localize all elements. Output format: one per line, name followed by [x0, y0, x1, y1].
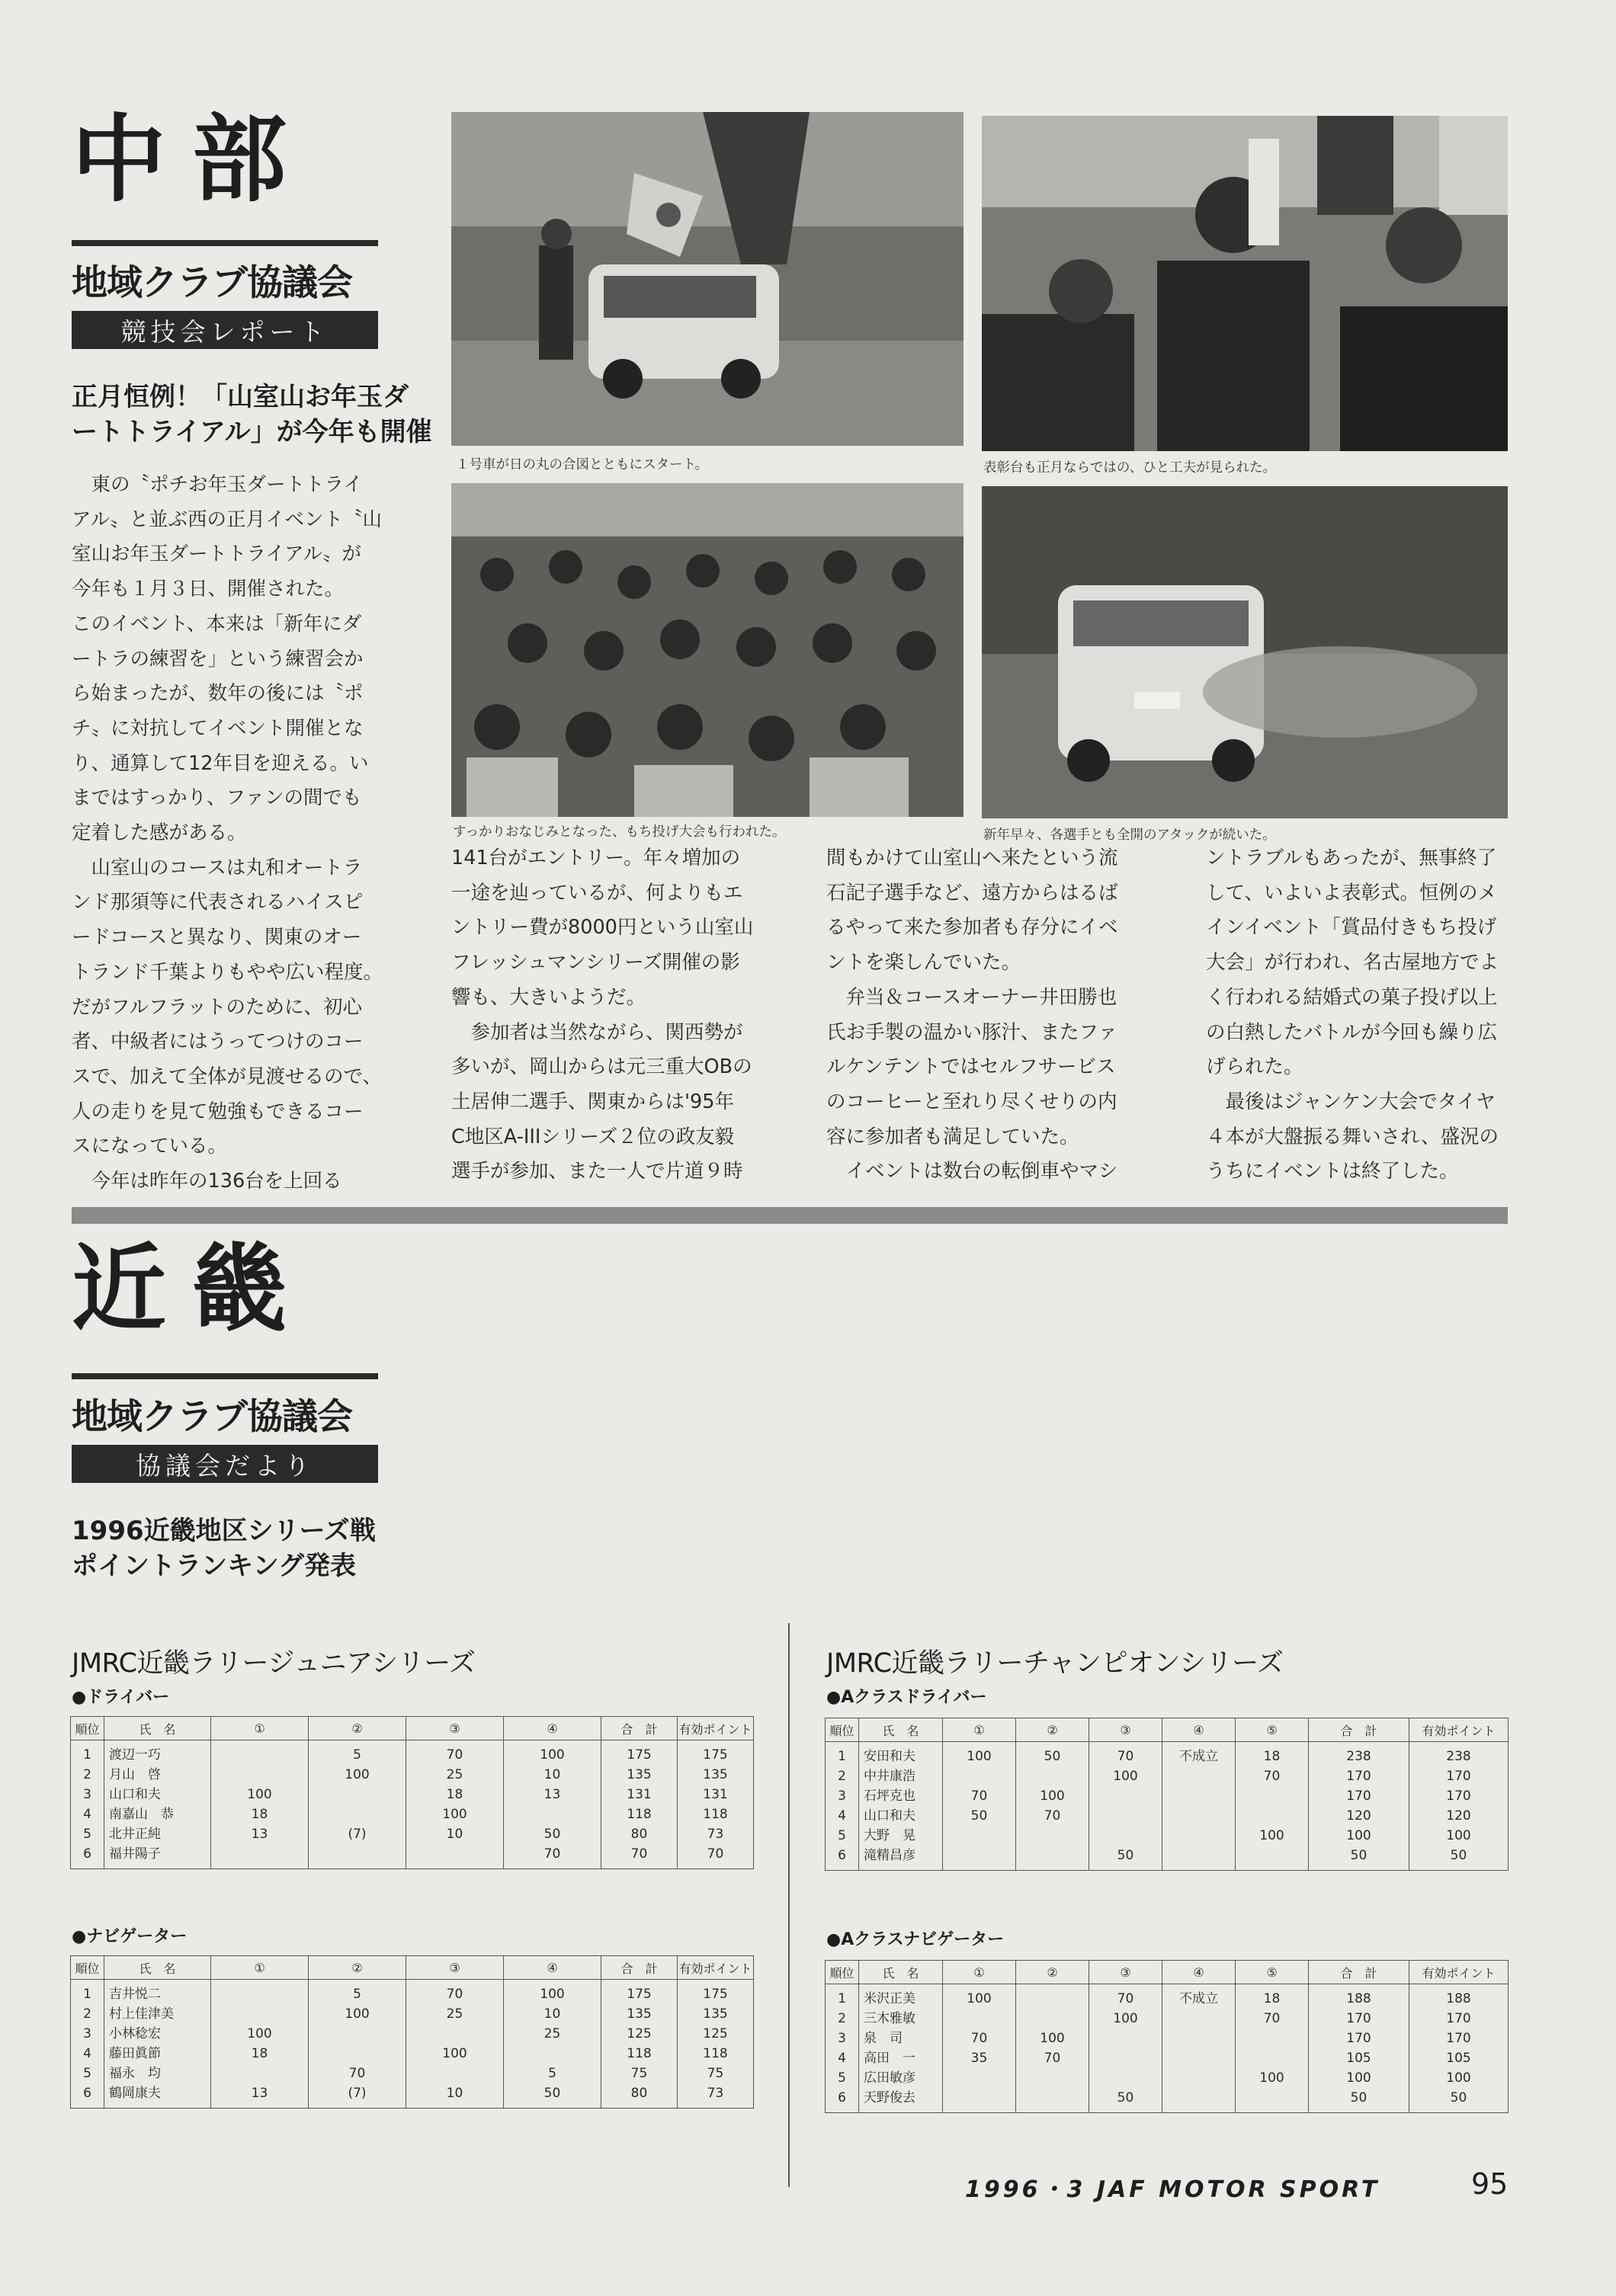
champion-driver-label: ●Aクラスドライバー: [826, 1688, 987, 1707]
col-round-4: ④: [1162, 1718, 1236, 1742]
round-4-cells: 不成立: [1162, 1984, 1236, 2113]
total-cells: 238 170 170 120 100 50: [1309, 1742, 1409, 1871]
col-rank: 順位: [826, 1961, 859, 1984]
valid-point-cells: 188 170 170 105 100 50: [1409, 1984, 1509, 2113]
col-total: 合 計: [1309, 1718, 1409, 1742]
round-1-cells: 100 70 50: [943, 1742, 1016, 1871]
junior-navi-label: ●ナビゲーター: [72, 1927, 188, 1946]
col-valid-points: 有効ポイント: [1409, 1961, 1509, 1984]
round-3-cells: 70 100 50: [1089, 1742, 1162, 1871]
table-body-row: [71, 1980, 754, 2109]
rank-cells: 1 2 3 4 5 6: [826, 1984, 859, 2113]
round-5-cells: 18 70 100: [1236, 1984, 1309, 2113]
round-3-cells: 70 100 50: [1089, 1984, 1162, 2113]
table-body-row: [826, 1742, 1509, 1871]
chubu-club-title: 地域クラブ協議会: [72, 262, 352, 304]
champion-driver-table: [825, 1718, 1509, 1871]
photo-car-start-caption: １号車が日の丸の合図とともにスタート。: [456, 457, 708, 472]
col-name: 氏 名: [104, 1956, 211, 1980]
chubu-headline: 正月恒例！「山室山お年玉ダ ートトライアル」が今年も開催: [72, 382, 432, 447]
chubu-body-col-3: 間もかけて山室山へ来たという流 石記子選手など、遠方からはるば るやって来た参加者も存分にイベ ントを楽しんでいた。 弁当＆コースオーナー井田勝也 氏お手製の温かい豚汁、またファ ルケンテントではセルフサービス のコーヒーと至れり尽くせりの内 容に参加者も満足していた。 イベントは数台の転倒車やマシ: [826, 847, 1118, 1183]
kinki-club-title: 地域クラブ協議会: [72, 1396, 352, 1438]
col-name: 氏 名: [859, 1718, 943, 1742]
rank-cells: 1 2 3 4 5 6: [71, 1980, 104, 2109]
round-2-cells: 5 100 70 (7): [309, 1980, 406, 2109]
round-5-cells: 18 70 100: [1236, 1742, 1309, 1871]
junior-navigator-table: [70, 1955, 754, 2109]
round-4-cells: 100 10 13 50 70: [504, 1740, 601, 1869]
col-round-4: ④: [1162, 1961, 1236, 1984]
col-valid-points: 有効ポイント: [678, 1956, 754, 1980]
column-split-line: [788, 1623, 790, 2187]
footer-magazine-title: 1996・3 JAF MOTOR SPORT: [965, 2176, 1380, 2203]
name-cells: 米沢正美 三木雅敏 泉 司 高田 一 広田敏彦 天野俊去: [859, 1984, 943, 2113]
col-round-3: ③: [1089, 1961, 1162, 1984]
junior-driver-label: ●ドライバー: [72, 1688, 170, 1707]
col-rank: 順位: [71, 1956, 104, 1980]
col-name: 氏 名: [859, 1961, 943, 1984]
kinki-headline: 1996近畿地区シリーズ戦 ポイントランキング発表: [72, 1516, 376, 1581]
col-round-5: ⑤: [1236, 1718, 1309, 1742]
champion-navi-label: ●Aクラスナビゲーター: [826, 1930, 1005, 1949]
chubu-category-band: 競技会レポート: [72, 311, 378, 349]
kinki-category-band: 協議会だより: [72, 1445, 378, 1483]
table-body-row: [826, 1984, 1509, 2113]
table-header-row: [71, 1717, 754, 1740]
table-header-row: [826, 1961, 1509, 1984]
col-rank: 順位: [71, 1717, 104, 1740]
round-1-cells: 100 70 35: [943, 1984, 1016, 2113]
photo-car-start: [451, 112, 964, 446]
chubu-body-col-1: 東の〝ポチお年玉ダートトライ アル〟と並ぶ西の正月イベント〝山 室山お年玉ダートトライアル〟が 今年も１月３日、開催された。 このイベント、本来は「新年にダ ートラの練習を」という練習会か ら始まったが、数年の後には〝ポ チ〟に対抗してイベント開催とな り、通算して12年目を迎える。い まではすっかり、ファンの間でも 定着した感がある。 山室山のコースは丸和オートラ ンド那須等に代表されるハイスピ ードコースと異なり、関東のオー トランド千葉よりもやや広い程度。 だがフルフラットのために、初心 者、中級者にはうってつけのコー スで、加えて全体が見渡せるので、 人の走りを見て勉強もできるコー スになっている。 今年は昨年の136台を上回る: [72, 473, 383, 1193]
photo-car-attack-caption: 新年早々、各選手とも全開のアタックが続いた。: [983, 828, 1276, 843]
col-round-2: ②: [309, 1717, 406, 1740]
photo-crowd: [451, 483, 964, 817]
round-2-cells: 5 100 (7): [309, 1740, 406, 1869]
col-total: 合 計: [601, 1956, 678, 1980]
total-cells: 188 170 170 105 100 50: [1309, 1984, 1409, 2113]
champion-navigator-table: [825, 1960, 1509, 2113]
champion-series-title: JMRC近畿ラリーチャンピオンシリーズ: [826, 1648, 1284, 1679]
page-number: 95: [1471, 2167, 1509, 2201]
valid-point-cells: 175 135 131 118 73 70: [678, 1740, 754, 1869]
table-header-row: [71, 1956, 754, 1980]
table-header-row: [826, 1718, 1509, 1742]
table-body-row: [71, 1740, 754, 1869]
round-3-cells: 70 25 18 100 10: [406, 1740, 504, 1869]
chubu-body-col-2: 141台がエントリー。年々増加の 一途を辿っているが、何よりもエ ントリー費が8000円という山室山 フレッシュマンシリーズ開催の影 響も、大きいようだ。 参加者は当然ながら、関西勢が 多いが、岡山からは元三重大OBの 土居伸二選手、関東からは'95年 C地区A-IIIシリーズ２位の政友毅 選手が参加、また一人で片道９時: [451, 847, 754, 1183]
col-round-3: ③: [1089, 1718, 1162, 1742]
round-3-cells: 70 25 100 10: [406, 1980, 504, 2109]
name-cells: 渡辺一巧 月山 啓 山口和夫 南嘉山 恭 北井正純 福井陽子: [104, 1740, 211, 1869]
name-cells: 安田和夫 中井康浩 石坪克也 山口和夫 大野 晃 滝精昌彦: [859, 1742, 943, 1871]
valid-point-cells: 175 135 125 118 75 73: [678, 1980, 754, 2109]
chubu-body-col-4: ントラブルもあったが、無事終了 して、いよいよ表彰式。恒例のメ インイベント「賞品付きもち投げ 大会」が行われ、名古屋地方でよ く行われる結婚式の菓子投げ以上 の白熱したバトルが今回も繰り広 げられた。 最後はジャンケン大会でタイヤ ４本が大盤振る舞いされ、盛況の うちにイベントは終了した。: [1206, 847, 1499, 1183]
photo-car-attack: [982, 486, 1508, 818]
col-round-5: ⑤: [1236, 1961, 1309, 1984]
photo-podium: [982, 116, 1508, 451]
col-round-1: ①: [211, 1717, 309, 1740]
rank-cells: 1 2 3 4 5 6: [71, 1740, 104, 1869]
round-4-cells: 100 10 25 5 50: [504, 1980, 601, 2109]
col-round-4: ④: [504, 1956, 601, 1980]
junior-series-title: JMRC近畿ラリージュニアシリーズ: [72, 1648, 476, 1679]
col-round-2: ②: [1016, 1718, 1089, 1742]
name-cells: 吉井悦二 村上佳津美 小林稔宏 藤田眞節 福永 均 鶴岡康夫: [104, 1980, 211, 2109]
col-round-1: ①: [943, 1961, 1016, 1984]
round-4-cells: 不成立: [1162, 1742, 1236, 1871]
rank-cells: 1 2 3 4 5 6: [826, 1742, 859, 1871]
col-name: 氏 名: [104, 1717, 211, 1740]
col-total: 合 計: [1309, 1961, 1409, 1984]
kinki-region-title: 近畿: [72, 1234, 313, 1344]
col-round-3: ③: [406, 1717, 504, 1740]
photo-crowd-caption: すっかりおなじみとなった、もち投げ大会も行われた。: [453, 825, 786, 840]
round-2-cells: 50 100 70: [1016, 1742, 1089, 1871]
round-2-cells: 100 70: [1016, 1984, 1089, 2113]
col-round-2: ②: [309, 1956, 406, 1980]
col-round-2: ②: [1016, 1961, 1089, 1984]
junior-driver-table: [70, 1716, 754, 1869]
col-round-4: ④: [504, 1717, 601, 1740]
col-rank: 順位: [826, 1718, 859, 1742]
kinki-title-rule: [72, 1373, 378, 1379]
col-round-3: ③: [406, 1956, 504, 1980]
col-round-1: ①: [943, 1718, 1016, 1742]
photo-podium-caption: 表彰台も正月ならではの、ひと工夫が見られた。: [983, 460, 1277, 476]
total-cells: 175 135 125 118 75 80: [601, 1980, 678, 2109]
col-round-1: ①: [211, 1956, 309, 1980]
round-1-cells: 100 18 13: [211, 1740, 309, 1869]
col-total: 合 計: [601, 1717, 678, 1740]
col-valid-points: 有効ポイント: [1409, 1718, 1509, 1742]
chubu-region-title: 中部: [72, 105, 313, 215]
valid-point-cells: 238 170 170 120 100 50: [1409, 1742, 1509, 1871]
col-valid-points: 有効ポイント: [678, 1717, 754, 1740]
section-divider: [72, 1207, 1508, 1224]
chubu-title-rule: [72, 240, 378, 246]
round-1-cells: 100 18 13: [211, 1980, 309, 2109]
total-cells: 175 135 131 118 80 70: [601, 1740, 678, 1869]
